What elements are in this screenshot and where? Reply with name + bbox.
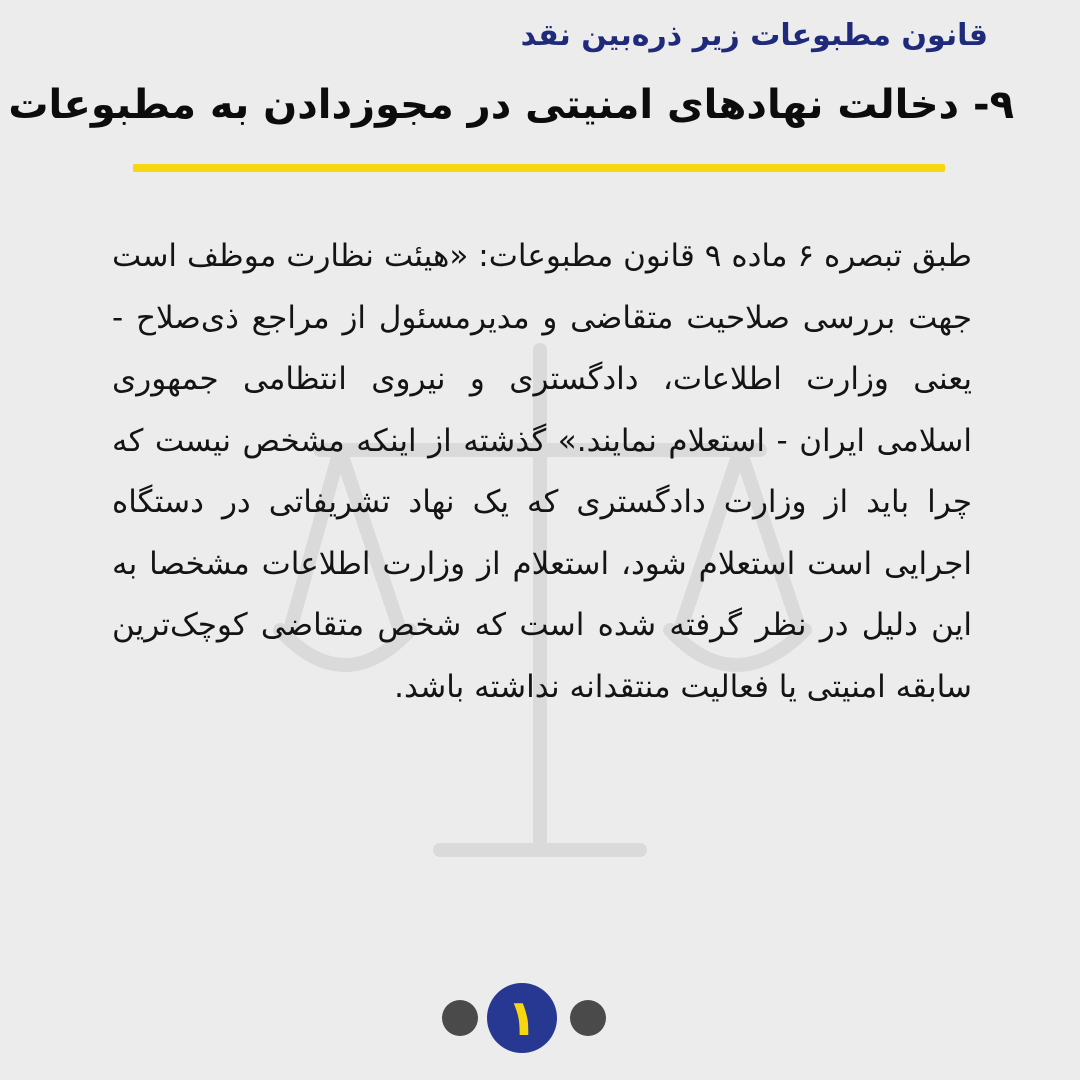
title-divider xyxy=(133,164,945,172)
page-title: ۹- دخالت نهادهای امنیتی در مجوزدادن به مطبوعات xyxy=(8,82,1014,128)
current-page-badge xyxy=(487,983,557,1053)
current-page-number: ۱ xyxy=(506,989,538,1047)
pagination-dot-next[interactable] xyxy=(442,1000,478,1036)
pagination-dot-previous[interactable] xyxy=(570,1000,606,1036)
pagination xyxy=(440,980,608,1056)
series-title: قانون مطبوعات زیر ذره‌بین نقد xyxy=(520,18,988,53)
body-paragraph: طبق تبصره ۶ ماده ۹ قانون مطبوعات: «هیئت نظارت موظف است جهت بررسی صلاحیت متقاضی و مدیرمسئول از مراجع ذی‌صلاح - یعنی وزارت اطلاعات، دادگستری و نیروی انتظامی جمهوری اسلامی ایران - استعلام نمایند.» گذشته از اینکه مشخص نیست که چرا باید از وزارت دادگستری که یک نهاد تشریفاتی در دستگاه اجرایی است استعلام شود، استعلام از وزارت اطلاعات مشخصا به این دلیل در نظر گرفته شده است که شخص متقاضی کوچک‌ترین سابقه امنیتی یا فعالیت منتقدانه نداشته باشد. xyxy=(112,238,972,705)
